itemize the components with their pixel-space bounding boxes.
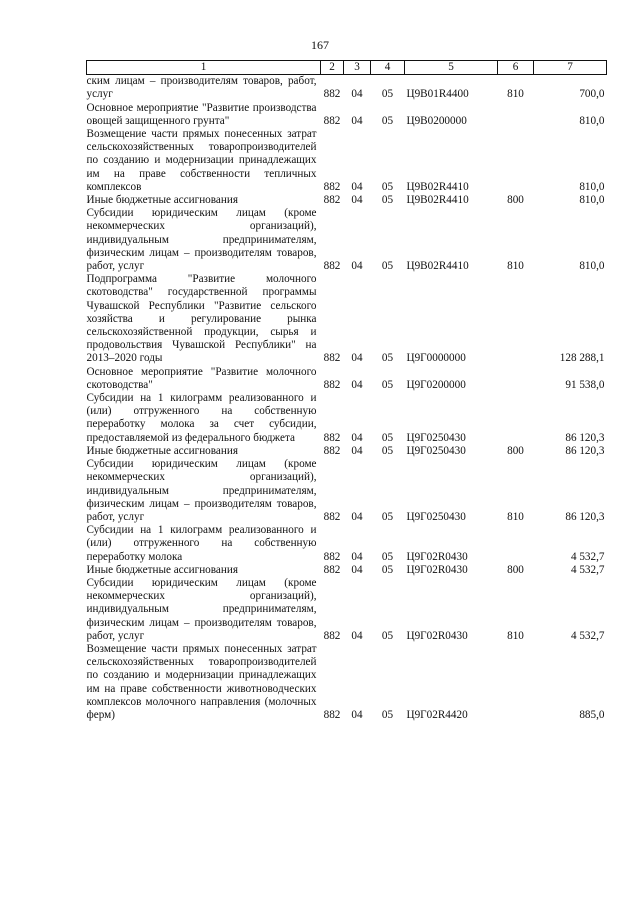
row-description: Иные бюджетные ассигнования: [86, 444, 238, 457]
table-row: [87, 577, 607, 643]
table-row: [87, 643, 607, 722]
row-ministry-code: 882: [323, 708, 341, 721]
row-expense-type: [498, 102, 534, 128]
row-section-code: 04: [351, 378, 363, 391]
row-section-code: 04: [351, 114, 363, 127]
row-expense-type: 800: [507, 563, 524, 576]
table-row: [87, 445, 607, 458]
row-description: Субсидии юридическим лицам (кроме некоммерческих организаций), индивидуальным предпринимателям, физическим лицам – производителям товаров, работ, услуг: [86, 576, 317, 642]
row-section-code: 04: [351, 550, 363, 563]
row-target-article: Ц9Г0000000: [406, 352, 466, 365]
row-amount: 86 120,3: [565, 444, 605, 457]
row-expense-type: [498, 524, 534, 564]
table-row: [87, 564, 607, 577]
row-ministry-code: 882: [323, 88, 341, 101]
header-col-4: 4: [371, 61, 405, 75]
row-expense-type: [498, 273, 534, 365]
row-ministry-code: 882: [323, 114, 341, 127]
row-expense-type: 810: [507, 510, 524, 523]
table-body: [87, 75, 607, 722]
row-expense-type: [498, 366, 534, 392]
row-ministry-code: 882: [323, 378, 341, 391]
row-section-code: 04: [351, 88, 363, 101]
row-expense-type: [498, 128, 534, 194]
row-ministry-code: 882: [323, 550, 341, 563]
row-description: Основное мероприятие "Развитие молочного скотоводства": [86, 365, 317, 391]
row-section-code: 04: [351, 352, 363, 365]
row-target-article: Ц9Г0250430: [406, 510, 466, 523]
row-subsection-code: 05: [381, 444, 394, 457]
row-subsection-code: 05: [381, 629, 394, 642]
row-target-article: Ц9Г0250430: [406, 444, 466, 457]
row-target-article: Ц9Г02R0430: [406, 629, 468, 642]
row-description: ским лицам – производителям товаров, работ, услуг: [86, 75, 317, 101]
row-ministry-code: 882: [323, 510, 341, 523]
header-col-2: 2: [321, 61, 344, 75]
budget-table: [86, 60, 607, 722]
row-ministry-code: 882: [323, 352, 341, 365]
row-expense-type: 810: [507, 260, 524, 273]
row-subsection-code: 05: [381, 88, 394, 101]
row-amount: 128 288,1: [559, 352, 605, 365]
table-row: [87, 194, 607, 207]
table-row: [87, 75, 607, 102]
row-target-article: Ц9В02R4410: [406, 180, 469, 193]
row-description: Подпрограмма "Развитие молочного скотоводства" государственной программы Чувашской Республики "Развитие сельского хозяйства и регулирование рынка сельскохозяйственной продукции, сырья и продовольствия Чувашской Республики" на 2013–2020 годы: [86, 273, 317, 365]
row-subsection-code: 05: [381, 563, 394, 576]
row-target-article: Ц9Г02R4420: [406, 708, 468, 721]
row-target-article: Ц9Г0200000: [406, 378, 466, 391]
row-description: Субсидии на 1 килограмм реализованного и (или) отгруженного на собственную переработку молока: [86, 524, 317, 563]
row-amount: 4 532,7: [570, 550, 605, 563]
header-col-6: 6: [498, 61, 534, 75]
row-ministry-code: 882: [323, 629, 341, 642]
row-section-code: 04: [351, 708, 363, 721]
page-number: 167: [311, 38, 329, 52]
row-amount: 810,0: [579, 260, 605, 273]
row-description: Возмещение части прямых понесенных затрат сельскохозяйственных товаропроизводителей по созданию и модернизации принадлежащих им на праве собственности тепличных комплексов: [86, 128, 317, 193]
row-amount: 885,0: [579, 708, 605, 721]
table-row: [87, 128, 607, 194]
row-description: Субсидии на 1 килограмм реализованного и (или) отгруженного на собственную переработку молока за счет субсидии, предоставляемой из федерального бюджета: [86, 392, 317, 444]
table-row: [87, 524, 607, 564]
row-section-code: 04: [351, 444, 363, 457]
row-target-article: Ц9Г02R0430: [406, 550, 468, 563]
row-description: Субсидии юридическим лицам (кроме некоммерческих организаций), индивидуальным предпринимателям, физическим лицам – производителям товаров, работ, услуг: [86, 207, 317, 273]
row-target-article: Ц9В01R4400: [406, 88, 469, 101]
table-row: [87, 207, 607, 273]
row-expense-type: 800: [507, 444, 524, 457]
table-row: [87, 458, 607, 524]
row-ministry-code: 882: [323, 563, 341, 576]
table-row: [87, 273, 607, 365]
table-row: [87, 392, 607, 445]
row-target-article: Ц9В02R4410: [406, 260, 469, 273]
row-section-code: 04: [351, 629, 363, 642]
row-amount: 4 532,7: [570, 629, 605, 642]
row-target-article: Ц9В02R4410: [406, 194, 469, 207]
row-amount: 86 120,3: [565, 510, 605, 523]
row-amount: 4 532,7: [570, 563, 605, 576]
row-ministry-code: 882: [323, 444, 341, 457]
row-amount: 86 120,3: [565, 431, 605, 444]
row-expense-type: 810: [507, 629, 524, 642]
row-ministry-code: 882: [323, 260, 341, 273]
row-section-code: 04: [351, 260, 363, 273]
budget-table-container: [86, 60, 606, 722]
row-description: Основное мероприятие "Развитие производства овощей защищенного грунта": [86, 101, 317, 127]
row-ministry-code: 882: [323, 180, 341, 193]
row-expense-type: [498, 643, 534, 722]
row-subsection-code: 05: [381, 180, 394, 193]
row-section-code: 04: [351, 563, 363, 576]
row-section-code: 04: [351, 194, 363, 207]
row-section-code: 04: [351, 510, 363, 523]
row-subsection-code: 05: [381, 194, 394, 207]
row-subsection-code: 05: [381, 550, 394, 563]
header-col-3: 3: [344, 61, 371, 75]
row-expense-type: 800: [507, 194, 524, 207]
row-subsection-code: 05: [381, 431, 394, 444]
row-subsection-code: 05: [381, 352, 394, 365]
row-subsection-code: 05: [381, 510, 394, 523]
header-row: [87, 61, 607, 75]
row-amount: 700,0: [579, 88, 605, 101]
row-target-article: Ц9Г02R0430: [406, 563, 468, 576]
row-amount: 810,0: [579, 180, 605, 193]
row-description: Субсидии юридическим лицам (кроме некоммерческих организаций), индивидуальным предпринимателям, физическим лицам – производителям товаров, работ, услуг: [86, 458, 317, 523]
row-section-code: 04: [351, 431, 363, 444]
row-amount: 810,0: [579, 114, 605, 127]
header-col-7: 7: [534, 61, 607, 75]
row-description: Иные бюджетные ассигнования: [86, 563, 238, 576]
header-col-5: 5: [405, 61, 498, 75]
row-target-article: Ц9Г0250430: [406, 431, 466, 444]
row-subsection-code: 05: [381, 114, 394, 127]
row-amount: 810,0: [579, 194, 605, 207]
table-header: [87, 61, 607, 75]
header-col-1: 1: [87, 61, 321, 75]
row-expense-type: [498, 392, 534, 445]
row-ministry-code: 882: [323, 431, 341, 444]
table-row: [87, 102, 607, 128]
row-amount: 91 538,0: [565, 378, 605, 391]
row-subsection-code: 05: [381, 378, 394, 391]
row-section-code: 04: [351, 180, 363, 193]
row-description: Возмещение части прямых понесенных затрат сельскохозяйственных товаропроизводителей по созданию и модернизации принадлежащих им на праве собственности животноводческих комплексов молочного направления (молочных ферм): [86, 642, 317, 721]
row-ministry-code: 882: [323, 194, 341, 207]
row-subsection-code: 05: [381, 260, 394, 273]
table-row: [87, 366, 607, 392]
row-description: Иные бюджетные ассигнования: [86, 194, 238, 207]
row-target-article: Ц9В0200000: [406, 114, 467, 127]
row-subsection-code: 05: [381, 708, 394, 721]
row-expense-type: 810: [507, 88, 524, 101]
